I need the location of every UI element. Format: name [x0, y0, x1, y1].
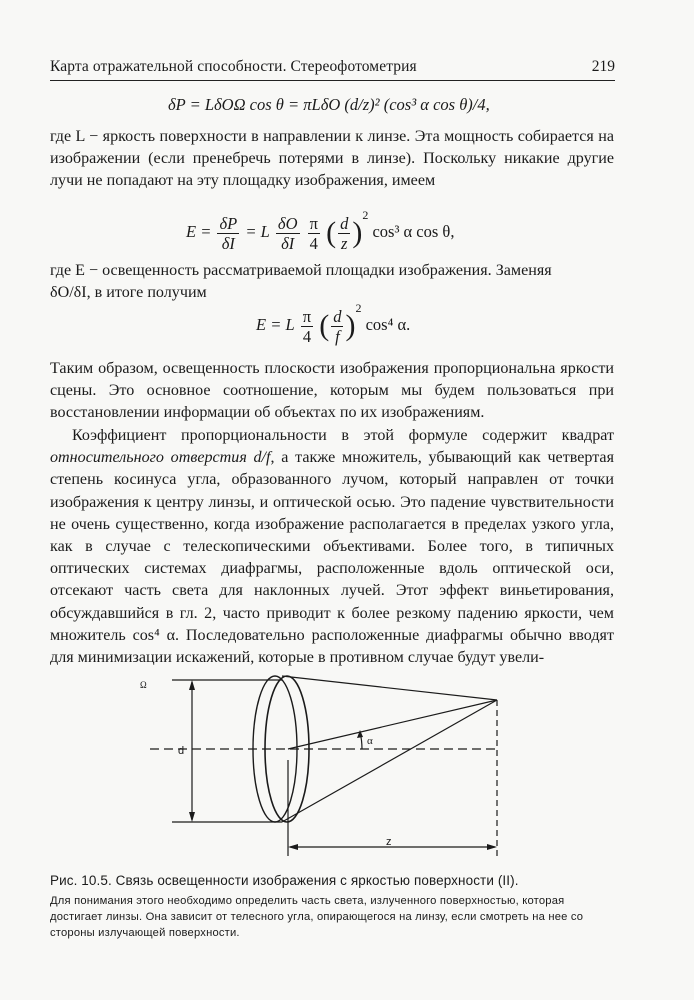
- lens-geometry-figure: [130, 668, 510, 864]
- running-header: [50, 56, 615, 81]
- eq3-right-paren: ): [345, 309, 356, 343]
- d-arrow-bottom: [189, 812, 195, 822]
- paragraph-4-rest: , а также множитель, убывающий как четвертая степень косинуса угла, образованного лучом, который направлен от точки изображения к центру линзы, и оптической осью. Это падение чувствительности не очень существенно, когда изображение располагается в пределах узкого угла, как в случае с телескопическими объективами. Более того, в типичных оптических системах диафрагмы, расположенные вдоль оптической оси, отсекают часть света для наклонных лучей. Этот эффект виньетирования, обсуждавшийся в гл. 2, часто приводит к более резкому падению яркости, чем множитель cos⁴ α. Последовательно расположенные диафрагмы обычно вводят для минимизации искажений, которые в противном случае будут увели-: [50, 449, 614, 667]
- eq2-right-paren: ): [352, 216, 363, 250]
- eq2-f2-num: δO: [277, 213, 298, 233]
- eq2-f4-num: d: [340, 213, 349, 233]
- paragraph-4-start: Коэффициент пропорциональности в этой формуле содержит квадрат: [72, 427, 614, 444]
- eq2-fraction-do-di: [276, 214, 300, 253]
- paragraph-4-term: относительного отверстия d/f: [50, 449, 271, 467]
- figure-caption-body: Для понимания этого необходимо определить часть света, излученного поверхностью, которая достигает линзы. Она зависит от телесного угла, опирающегося на линзу, если смотреть на нее со стороны излучающей поверхности.: [50, 895, 584, 939]
- eq3-f2-num: d: [333, 306, 342, 326]
- cone-bottom-edge: [282, 700, 497, 822]
- diameter-label: d: [178, 745, 185, 757]
- eq2-f4-den: z: [341, 233, 348, 253]
- eq2-fraction-pi-4: [308, 214, 320, 253]
- distance-label: z: [386, 836, 392, 848]
- central-ray: [288, 700, 497, 749]
- eq2-tail: cos³ α cos θ,: [372, 222, 455, 241]
- solid-angle-label: Ω: [140, 680, 147, 690]
- eq2-mid: = L: [245, 222, 270, 241]
- eq2-f2-den: δI: [281, 233, 295, 253]
- running-title: Карта отражательной способности. Стереофотометрия: [50, 58, 417, 75]
- paragraph-1: где L − яркость поверхности в направлении к линзе. Эта мощность собирается на изображении (если пренебречь потерями в линзе). Поскольку никакие другие лучи не попадают на эту площадку изображения, имеем: [50, 128, 614, 190]
- eq3-lhs: E = L: [256, 315, 295, 334]
- eq3-fraction-d-f: [331, 307, 343, 346]
- eq3-exponent: 2: [355, 301, 362, 315]
- z-arrow-right: [487, 844, 497, 850]
- paragraph-3: Таким образом, освещенность плоскости изображения пропорциональна яркости сцены. Это основное соотношение, которым мы будем пользоваться при восстановлении информации об объектах по их изображениям.: [50, 360, 614, 422]
- page-number: 219: [591, 58, 615, 75]
- lens-disk-front: [265, 676, 309, 822]
- cone-top-edge: [282, 676, 497, 700]
- eq3-f1-den: 4: [302, 326, 312, 346]
- angle-label: α: [367, 735, 373, 747]
- paragraph-2-line-2: δO/δI, в итоге получим: [50, 284, 207, 302]
- eq2-f3-num: π: [309, 213, 318, 233]
- eq2-lhs: E =: [186, 222, 212, 241]
- paragraph-2: [50, 260, 614, 304]
- eq3-tail: cos⁴ α.: [365, 315, 411, 334]
- equation-2: [186, 208, 454, 253]
- eq2-f1-den: δI: [221, 233, 235, 253]
- d-arrow-top: [189, 680, 195, 690]
- eq2-f3-den: 4: [309, 233, 318, 253]
- equation-1: [168, 95, 490, 115]
- eq2-left-paren: (: [326, 216, 337, 250]
- eq3-left-paren: (: [319, 309, 330, 343]
- eq3-f1-num: π: [302, 306, 312, 326]
- equation-1-text: δP = LδOΩ cos θ = πLδO (d/z)² (cos³ α cos θ)/4,: [168, 95, 490, 114]
- eq2-fraction-dp-di: [217, 214, 239, 253]
- eq3-f2-den: f: [335, 326, 340, 346]
- equation-3: [256, 301, 410, 346]
- paragraph-2-line-1: где E − освещенность рассматриваемой площадки изображения. Заменяя: [50, 262, 552, 279]
- eq2-exponent: 2: [362, 208, 369, 222]
- eq2-fraction-d-z: [338, 214, 350, 253]
- eq2-f1-num: δP: [219, 213, 238, 233]
- eq3-fraction-pi-4: [301, 307, 313, 346]
- figure-caption-title: Рис. 10.5. Связь освещенности изображения с яркостью поверхности (II).: [50, 873, 519, 888]
- paragraph-4: [50, 425, 614, 669]
- z-arrow-left: [288, 844, 298, 850]
